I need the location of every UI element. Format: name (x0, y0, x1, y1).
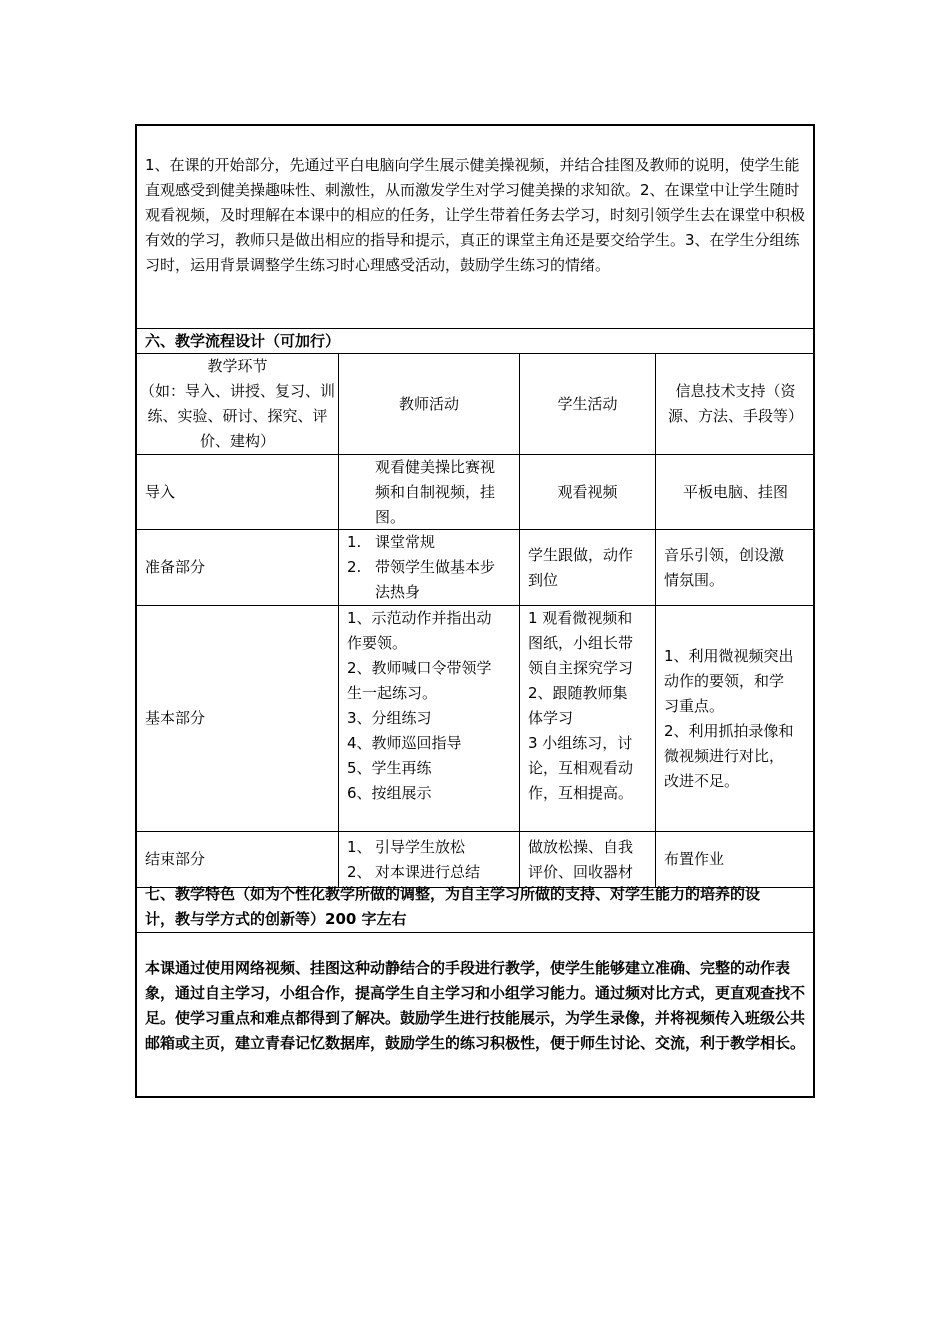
list-item-continuation: 法热身 (375, 583, 421, 601)
row-intro-tech: 平板电脑、挂图 (682, 482, 788, 501)
section7-text: 本课通过使用网络视频、挂图这种动静结合的手段进行教学，使学生能够建立准确、完整的动作表象，通过自主学习，小组合作，提高学生自主学习和小组学习能力。通过频对比方式，更直观查找不足。使学习重点和难点都得到了解决。鼓励学生进行技能展示，为学生录像，并将视频传入班级公共邮箱或主页，建立青春记忆数据库，鼓励学生的练习积极性，便于师生讨论、交流，利于教学相长。 (145, 959, 806, 1052)
header-tech: 信息技术支持（资 源、方法、手段等） (667, 382, 803, 425)
list-item: 2. 带领学生做基本步 (347, 558, 496, 576)
row-prep-tech: 音乐引领，创设激 情氛围。 (664, 545, 785, 589)
header-student: 学生活动 (557, 394, 618, 413)
lesson-plan-document (135, 124, 815, 1098)
row-intro-student: 观看视频 (557, 482, 618, 501)
list-item: 2、 对本课进行总结 (347, 862, 481, 881)
row-intro-stage: 导入 (145, 482, 176, 501)
section7-heading: 七、教学特色（如为个性化教学所做的调整，为自主学习所做的支持、对学生能力的培养的设 计，教与学方式的创新等）200 字左右 (145, 885, 761, 928)
row-intro-teacher: 观看健美操比赛视 频和自制视频，挂 图。 (375, 457, 496, 526)
row-end-stage: 结束部分 (145, 850, 206, 868)
row-main-tech: 1、利用微视频突出 动作的要领，和学 习重点。 2、利用抓拍录像和 微视频进行对比， 改进不足。 (664, 646, 794, 790)
list-item: 1、 引导学生放松 (347, 837, 466, 856)
row-prep-teacher (339, 530, 519, 605)
section5-text: 1、在课的开始部分，先通过平白电脑向学生展示健美操视频，并结合挂图及教师的说明，使学生能直观感受到健美操趣味性、刺激性，从而激发学生对学习健美操的求知欲。2、在课堂中让学生随时观看视频，及时理解在本课中的相应的任务，让学生带着任务去学习，时刻引领学生去在课堂中积极有效的学习，教师只是做出相应的指导和提示，真正的课堂主角还是要交给学生。3、在学生分组练习时，运用背景调整学生练习时心理感受活动，鼓励学生练习的情绪。 (145, 156, 806, 274)
row-prep-student: 学生跟做，动作 到位 (528, 545, 634, 589)
row-main-stage: 基本部分 (145, 709, 206, 727)
header-teacher: 教师活动 (398, 394, 459, 413)
row-main-student: 1 观看微视频和 图纸，小组长带 领自主探究学习 2、跟随教师集 体学习 3 小组练习，讨 论，互相观看动 作，互相提高。 (528, 609, 634, 802)
header-stage: 教学环节 （如：导入、讲授、复习、训 练、实验、研讨、探究、评 价、建构） (139, 357, 335, 450)
list-item: 1. 课堂常规 (347, 533, 436, 551)
row-end-teacher (339, 832, 519, 887)
row-prep-stage: 准备部分 (145, 558, 206, 576)
divider (137, 932, 813, 933)
row-end-student: 做放松操、自我 评价、回收器材 (528, 837, 634, 881)
section6-heading: 六、教学流程设计（可加行） (145, 332, 341, 350)
row-main-teacher: 1、示范动作并指出动 作要领。 2、教师喊口令带领学 生一起练习。 3、分组练习 4、教师巡回指导 5、学生再练 6、按组展示 (347, 609, 492, 802)
row-end-tech: 布置作业 (664, 850, 725, 868)
